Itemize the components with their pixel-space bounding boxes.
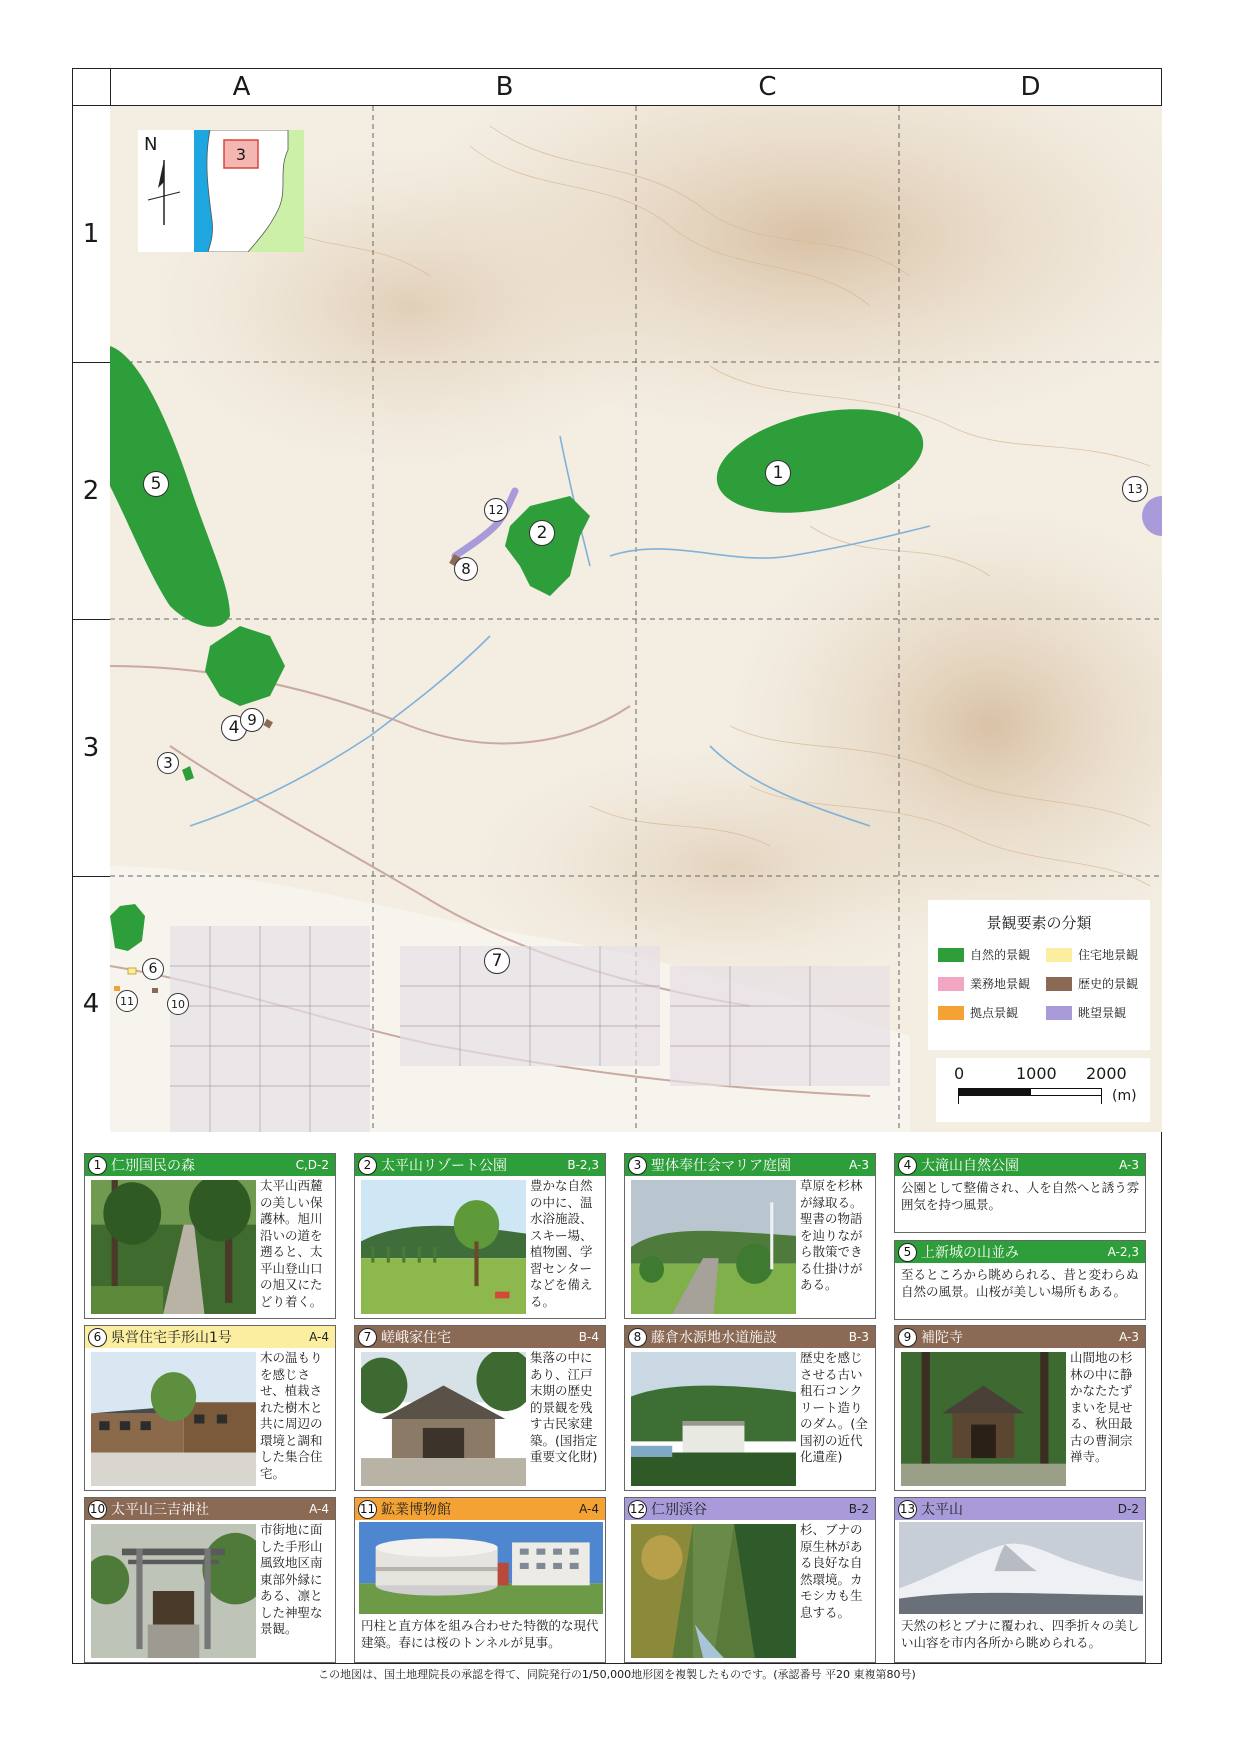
card-description: 豊かな自然の中に、温水浴施設、スキー場、植物園、学習センターなどを備える。 <box>530 1178 593 1309</box>
card-title: 上新城の山並み <box>921 1245 1019 1261</box>
legend-label: 眺望景観 <box>1078 1006 1127 1020</box>
grid-column-d: D <box>899 68 1162 106</box>
legend-label: 歴史的景観 <box>1078 977 1139 991</box>
card-description: 木の温もりを感じさせ、植栽された樹木と共に周辺の環境と調和した集合住宅。 <box>260 1350 323 1481</box>
legend-item <box>1046 946 1138 963</box>
card-photo <box>631 1352 796 1486</box>
map-marker-13[interactable]: 13 <box>1122 476 1148 502</box>
landscape-card-6[interactable] <box>84 1325 336 1491</box>
card-photo <box>901 1352 1066 1486</box>
card-grid-ref: A-3 <box>1119 1158 1139 1172</box>
map-marker-1[interactable]: 1 <box>765 460 791 486</box>
card-number: 5 <box>898 1243 917 1262</box>
card-photo <box>359 1522 603 1614</box>
map-marker-11[interactable]: 11 <box>116 990 138 1012</box>
legend-swatch <box>1046 1006 1072 1020</box>
card-description: 天然の杉とブナに覆われ、四季折々の美しい山容を市内各所から眺められる。 <box>901 1618 1140 1650</box>
legend-item <box>938 975 1030 992</box>
card-number: 4 <box>898 1156 917 1175</box>
card-description: 公園として整備され、人を自然へと誘う雰囲気を持つ風景。 <box>901 1180 1140 1212</box>
grid-corner <box>72 68 110 106</box>
legend-item <box>938 946 1030 963</box>
grid-column-c: C <box>636 68 899 106</box>
card-description: 杉、ブナの原生林がある良好な自然環境。カモシカも生息する。 <box>800 1522 863 1620</box>
card-number: 9 <box>898 1328 917 1347</box>
card-description: 歴史を感じさせる古い租石コンクリート造りのダム。(全国初の近代化遺産) <box>800 1350 868 1464</box>
card-grid-ref: A-2,3 <box>1107 1245 1139 1259</box>
legend <box>928 900 1150 1050</box>
card-number: 2 <box>358 1156 377 1175</box>
card-title: 太平山 <box>921 1502 963 1518</box>
card-number: 8 <box>628 1328 647 1347</box>
card-header <box>625 1326 875 1348</box>
card-photo <box>899 1522 1143 1614</box>
card-header <box>895 1326 1145 1348</box>
card-header <box>895 1498 1145 1520</box>
card-grid-ref: B-4 <box>578 1330 599 1344</box>
legend-label: 業務地景観 <box>970 977 1031 991</box>
legend-swatch <box>1046 948 1072 962</box>
landscape-card-2[interactable] <box>354 1153 606 1319</box>
card-grid-ref: A-4 <box>579 1502 599 1516</box>
card-description: 草原を杉林が縁取る。聖書の物語を辿りながら散策できる仕掛けがある。 <box>800 1178 863 1292</box>
card-title: 藤倉水源地水道施設 <box>651 1330 777 1346</box>
card-photo <box>91 1352 256 1486</box>
card-photo <box>91 1524 256 1658</box>
card-header <box>85 1154 335 1176</box>
map-marker-7[interactable]: 7 <box>484 948 510 974</box>
legend-swatch <box>938 948 964 962</box>
card-header <box>85 1326 335 1348</box>
map-marker-2[interactable]: 2 <box>529 520 555 546</box>
scale-ticks <box>958 1096 1102 1104</box>
card-title: 太平山リゾート公園 <box>381 1158 507 1174</box>
card-grid-ref: A-3 <box>1119 1330 1139 1344</box>
card-description: 太平山西麓の美しい保護林。旭川沿いの道を遡ると、太平山登山口の旭又にたどり着く。 <box>260 1178 323 1309</box>
card-grid-ref: A-4 <box>309 1330 329 1344</box>
card-description: 山間地の杉林の中に静かなたたずまいを見せる、秋田最古の曹洞宗禅寺。 <box>1070 1350 1133 1464</box>
map-marker-12[interactable]: 12 <box>484 498 508 522</box>
scale-tick-label: 2000 <box>1086 1064 1127 1083</box>
card-header <box>355 1498 605 1520</box>
card-photo <box>91 1180 256 1314</box>
grid-divider <box>72 619 110 620</box>
grid-row-2: 2 <box>82 475 100 506</box>
scale-unit: (m) <box>1112 1088 1137 1104</box>
legend-item <box>1046 1004 1126 1021</box>
card-number: 7 <box>358 1328 377 1347</box>
legend-swatch <box>938 977 964 991</box>
landscape-card-7[interactable] <box>354 1325 606 1491</box>
card-title: 県営住宅手形山1号 <box>111 1330 232 1346</box>
card-description: 市街地に面した手形山風致地区南東部外縁にある、凛とした神聖な景観。 <box>260 1522 323 1636</box>
card-photo <box>631 1180 796 1314</box>
card-photo <box>631 1524 796 1658</box>
grid-row-3: 3 <box>82 732 100 763</box>
card-photo <box>361 1180 526 1314</box>
scale-tick-label: 1000 <box>1016 1064 1057 1083</box>
scale-segment <box>958 1088 1030 1096</box>
card-title: 聖体奉仕会マリア庭園 <box>651 1158 791 1174</box>
scale-tick-label: 0 <box>954 1064 965 1083</box>
legend-swatch <box>1046 977 1072 991</box>
landscape-card-4[interactable] <box>894 1153 1146 1233</box>
landscape-card-8[interactable] <box>624 1325 876 1491</box>
landscape-card-13[interactable] <box>894 1497 1146 1663</box>
card-number: 12 <box>628 1500 647 1519</box>
card-header <box>85 1498 335 1520</box>
location-inset <box>138 130 304 252</box>
legend-swatch <box>938 1006 964 1020</box>
landscape-card-9[interactable] <box>894 1325 1146 1491</box>
card-header <box>625 1154 875 1176</box>
card-description: 集落の中にあり、江戸末期の歴史的景観を残す古民家建築。(国指定重要文化財) <box>530 1350 598 1464</box>
grid-row-1: 1 <box>82 219 100 249</box>
card-number: 3 <box>628 1156 647 1175</box>
card-grid-ref: B-2,3 <box>567 1158 599 1172</box>
landscape-card-1[interactable] <box>84 1153 336 1319</box>
landscape-card-11[interactable] <box>354 1497 606 1663</box>
card-number: 1 <box>88 1156 107 1175</box>
card-grid-ref: A-3 <box>849 1158 869 1172</box>
card-header <box>895 1241 1145 1263</box>
card-header <box>355 1326 605 1348</box>
card-header <box>895 1154 1145 1176</box>
landscape-card-10[interactable] <box>84 1497 336 1663</box>
card-title: 補陀寺 <box>921 1330 963 1346</box>
card-header <box>355 1154 605 1176</box>
landscape-card-12[interactable] <box>624 1497 876 1663</box>
card-grid-ref: C,D-2 <box>295 1158 329 1172</box>
legend-label: 自然的景観 <box>970 948 1031 962</box>
landscape-card-3[interactable] <box>624 1153 876 1319</box>
card-grid-ref: A-4 <box>309 1502 329 1516</box>
north-arrow-icon <box>138 130 304 252</box>
map-marker-3[interactable]: 3 <box>157 752 179 774</box>
card-grid-ref: B-2 <box>848 1502 869 1516</box>
legend-title: 景観要素の分類 <box>986 914 1092 932</box>
card-title: 嵯峨家住宅 <box>381 1330 451 1346</box>
map-marker-4[interactable]: 4 <box>221 715 247 741</box>
card-header <box>625 1498 875 1520</box>
legend-label: 拠点景観 <box>970 1006 1019 1020</box>
landscape-card-5[interactable] <box>894 1240 1146 1320</box>
card-number: 11 <box>358 1500 377 1519</box>
inset-area-number: 3 <box>235 144 247 164</box>
card-grid-ref: B-3 <box>848 1330 869 1344</box>
grid-divider <box>72 876 110 877</box>
card-number: 10 <box>88 1500 107 1519</box>
map-credit: この地図は、国土地理院長の承認を得て、同院発行の1/50,000地形図を複製したものです。(承認番号 平20 東複第80号) <box>318 1668 916 1681</box>
card-title: 太平山三吉神社 <box>111 1502 209 1518</box>
map-marker-9[interactable]: 9 <box>240 708 264 732</box>
grid-column-a: A <box>110 68 373 106</box>
card-grid-ref: D-2 <box>1117 1502 1139 1516</box>
scale-segment <box>1030 1088 1102 1096</box>
card-number: 6 <box>88 1328 107 1347</box>
card-description: 円柱と直方体を組み合わせた特徴的な現代建築。春には桜のトンネルが見事。 <box>361 1618 599 1650</box>
card-number: 13 <box>898 1500 917 1519</box>
grid-divider <box>72 362 110 363</box>
legend-item <box>1046 975 1138 992</box>
map-marker-5[interactable]: 5 <box>143 471 169 497</box>
scale-bar <box>936 1058 1150 1122</box>
card-title: 仁別国民の森 <box>111 1158 195 1174</box>
grid-column-b: B <box>373 68 636 106</box>
card-title: 鉱業博物館 <box>381 1502 451 1518</box>
map-marker-6[interactable]: 6 <box>142 958 164 980</box>
legend-item <box>938 1004 1018 1021</box>
north-label: N <box>144 134 158 155</box>
map-marker-8[interactable]: 8 <box>454 557 478 581</box>
map-marker-10[interactable]: 10 <box>167 993 189 1015</box>
card-title: 大滝山自然公園 <box>921 1158 1019 1174</box>
legend-label: 住宅地景観 <box>1078 948 1139 962</box>
grid-row-4: 4 <box>82 989 100 1019</box>
card-photo <box>361 1352 526 1486</box>
card-title: 仁別渓谷 <box>651 1502 707 1518</box>
card-description: 至るところから眺められる、昔と変わらぬ自然の風景。山桜が美しい場所もある。 <box>901 1267 1139 1299</box>
